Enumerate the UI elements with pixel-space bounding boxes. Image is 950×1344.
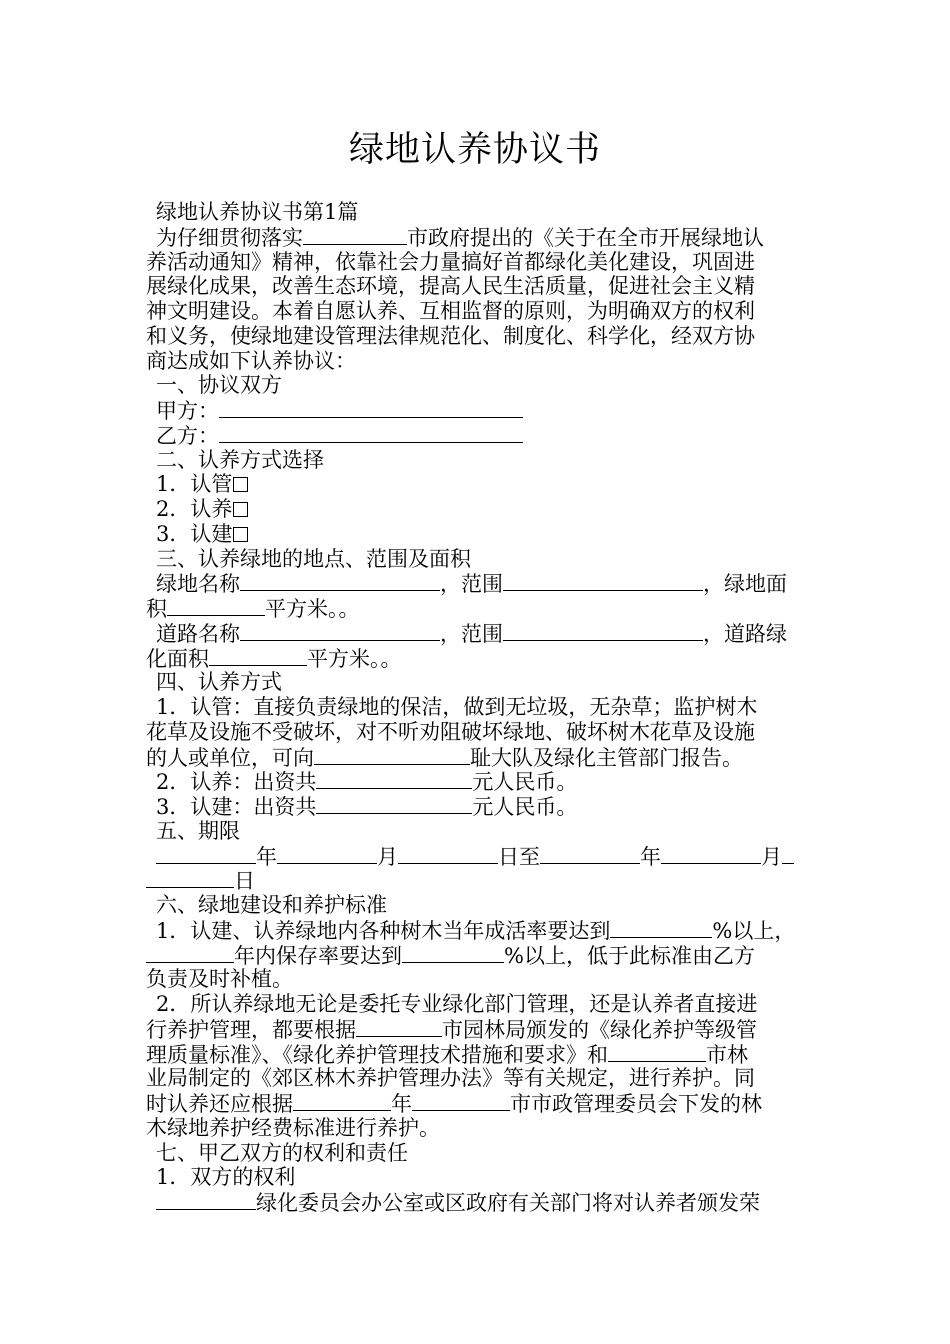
document-title: 绿地认养协议书 xyxy=(348,130,601,170)
method-build-line[interactable]: 3．认建：出资共 元人民币。 xyxy=(156,795,578,819)
section-7-heading: 七、甲乙双方的权利和责任 xyxy=(156,1140,408,1165)
standard-1-line-2[interactable]: 年内保存率要达到 %以上，低于此标准由乙方 xyxy=(146,943,810,968)
checkbox-manage[interactable] xyxy=(233,477,248,492)
road-area-line[interactable]: 化面积 平方米。。 xyxy=(146,646,402,671)
intro-line-6: 商达成如下认养协议： xyxy=(146,348,356,373)
option-maintain[interactable]: 2．认养 xyxy=(146,497,810,522)
standard-2-line-5[interactable]: 时认养还应根据 年 市市政管理委员会下发的林 xyxy=(146,1092,762,1116)
section-2-heading: 二、认养方式选择 xyxy=(156,447,324,472)
checkbox-maintain[interactable] xyxy=(233,502,248,517)
standard-1-line-1[interactable]: 1．认建、认养绿地内各种树木当年成活率要达到 %以上， xyxy=(156,918,796,943)
standard-1-line-3: 负责及时补植。 xyxy=(146,967,293,992)
section-4-heading: 四、认养方式 xyxy=(156,670,282,695)
document-body xyxy=(146,200,810,1215)
rights-line-1[interactable]: 绿化委员会办公室或区政府有关部门将对认养者颁发荣 xyxy=(146,1190,810,1215)
green-name-line[interactable]: 绿地名称 ，范围 ，绿地面 xyxy=(156,572,787,597)
standard-2-line-6: 木绿地养护经费标准进行养护。 xyxy=(146,1115,440,1140)
method-maintain-line[interactable]: 2．认养：出资共 元人民币。 xyxy=(156,770,578,795)
method-manage-line-1: 1．认管：直接负责绿地的保洁，做到无垃圾，无杂草；监护树木 xyxy=(156,695,758,719)
standard-2-line-2[interactable]: 行养护管理，都要根据 市园林局颁发的《绿化养护等级管 xyxy=(146,1017,757,1042)
section-3-heading: 三、认养绿地的地点、范围及面积 xyxy=(156,546,471,571)
road-name-line[interactable]: 道路名称 ，范围 ，道路绿 xyxy=(156,621,787,646)
rights-subheading: 1．双方的权利 xyxy=(156,1165,296,1190)
option-build[interactable]: 3．认建 xyxy=(146,522,810,547)
section-5-heading: 五、期限 xyxy=(156,818,240,843)
standard-2-line-1: 2．所认养绿地无论是委托专业绿化部门管理，还是认养者直接进 xyxy=(156,992,758,1016)
intro-line-2: 养活动通知》精神，依靠社会力量搞好首都绿化美化建设，巩固进 xyxy=(146,249,755,274)
method-manage-line-3[interactable]: 的人或单位，可向 耻大队及绿化主管部门报告。 xyxy=(146,745,743,770)
standard-2-line-3[interactable]: 理质量标准》、《绿化养护管理技术措施和要求》和 市林 xyxy=(146,1042,748,1067)
method-manage-line-2: 花草及设施不受破坏，对不听劝阻破坏绿地、破坏树木花草及设施 xyxy=(146,719,755,744)
party-a-field[interactable]: 甲方： xyxy=(146,398,810,423)
intro-line-1: 为仔细贯彻落实 市政府提出的《关于在全市开展绿地认 xyxy=(156,225,764,250)
intro-line-5: 和义务，使绿地建设管理法律规范化、制度化、科学化，经双方协 xyxy=(146,323,755,348)
section-1-heading: 一、协议双方 xyxy=(156,373,282,398)
subtitle: 绿地认养协议书第1篇 xyxy=(156,200,359,224)
green-area-line[interactable]: 积 平方米。。 xyxy=(146,597,360,621)
intro-line-3: 展绿化成果，改善生态环境，提高人民生活质量，促进社会主义精 xyxy=(146,274,755,299)
intro-line-4: 神文明建设。本着自愿认养、互相监督的原则，为明确双方的权利 xyxy=(146,299,755,323)
party-b-field[interactable]: 乙方： xyxy=(146,423,810,448)
period-line-2[interactable]: 日 xyxy=(146,868,810,893)
section-6-heading: 六、绿地建设和养护标准 xyxy=(156,893,387,917)
standard-2-line-4: 业局制定的《郊区林木养护管理办法》等有关规定，进行养护。同 xyxy=(146,1066,755,1091)
checkbox-build[interactable] xyxy=(233,527,248,542)
option-manage[interactable]: 1．认管 xyxy=(146,472,810,497)
period-line-1[interactable]: 年 月 日至 年 月 xyxy=(146,844,810,869)
